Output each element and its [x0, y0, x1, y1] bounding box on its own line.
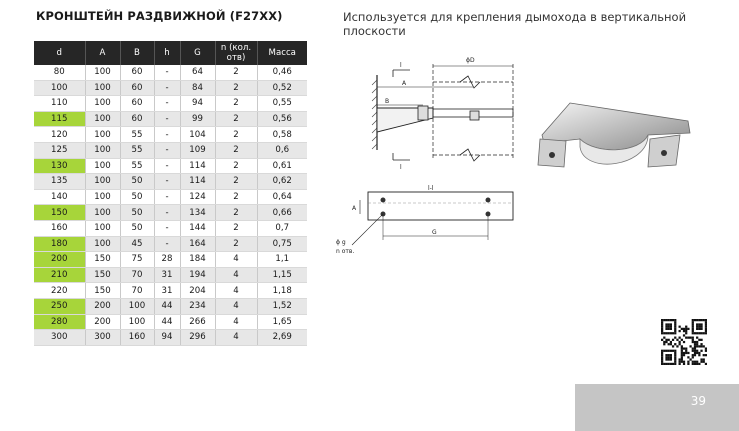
table-cell: 0,56	[257, 111, 307, 127]
table-cell: 2	[215, 158, 257, 174]
table-cell: 0,61	[257, 158, 307, 174]
table-cell: 140	[34, 189, 85, 205]
table-cell: 180	[34, 236, 85, 252]
table-cell: 2	[215, 236, 257, 252]
table-cell: 114	[180, 158, 215, 174]
table-cell: 0,58	[257, 127, 307, 143]
table-cell: 100	[120, 314, 154, 330]
table-cell: 4	[215, 330, 257, 346]
product-image	[530, 95, 700, 185]
table-cell: 1,1	[257, 252, 307, 268]
table-cell: 194	[180, 267, 215, 283]
table-cell: -	[154, 205, 180, 221]
table-cell: 204	[180, 283, 215, 299]
page-title: КРОНШТЕЙН РАЗДВИЖНОЙ (F27XX)	[36, 9, 283, 23]
table-cell: 100	[85, 220, 120, 236]
table-header-row	[34, 41, 307, 65]
table-cell: 100	[85, 127, 120, 143]
table-cell: 266	[180, 314, 215, 330]
table-cell: 250	[34, 298, 85, 314]
table-row	[34, 314, 307, 330]
table-cell: 94	[154, 330, 180, 346]
table-cell: 150	[34, 205, 85, 221]
column-header: A	[85, 41, 120, 65]
table-cell: -	[154, 236, 180, 252]
table-cell: 60	[120, 80, 154, 96]
table-cell: 2	[215, 189, 257, 205]
plate-outline	[368, 192, 513, 220]
qr-code	[661, 319, 707, 365]
table-cell: 200	[85, 298, 120, 314]
table-cell: 0,52	[257, 80, 307, 96]
table-cell: 100	[85, 158, 120, 174]
table-cell: 100	[85, 80, 120, 96]
table-cell: -	[154, 174, 180, 190]
table-cell: 135	[34, 174, 85, 190]
table-row	[34, 298, 307, 314]
table-cell: 150	[85, 267, 120, 283]
table-cell: 4	[215, 252, 257, 268]
table-cell: 2	[215, 96, 257, 112]
table-cell: 50	[120, 174, 154, 190]
table-cell: 2	[215, 142, 257, 158]
table-row	[34, 236, 307, 252]
table-cell: 50	[120, 220, 154, 236]
table-row	[34, 252, 307, 268]
table-cell: 64	[180, 65, 215, 80]
table-cell: -	[154, 65, 180, 80]
table-cell: -	[154, 158, 180, 174]
table-cell: 300	[34, 330, 85, 346]
table-cell: 124	[180, 189, 215, 205]
spec-table	[34, 41, 307, 346]
table-cell: 130	[34, 158, 85, 174]
table-cell: 55	[120, 127, 154, 143]
table-cell: -	[154, 220, 180, 236]
table-cell: 31	[154, 267, 180, 283]
table-cell: 100	[85, 96, 120, 112]
table-cell: 125	[34, 142, 85, 158]
table-cell: -	[154, 111, 180, 127]
table-cell: 2	[215, 65, 257, 80]
table-cell: 100	[85, 142, 120, 158]
table-cell: 234	[180, 298, 215, 314]
hole-3	[486, 198, 491, 203]
table-cell: 0,6	[257, 142, 307, 158]
label-b-dim: B	[385, 98, 390, 105]
table-cell: 0,64	[257, 189, 307, 205]
table-cell: 109	[180, 142, 215, 158]
table-cell: 296	[180, 330, 215, 346]
table-body	[34, 65, 307, 345]
hole-4	[486, 212, 491, 217]
table-cell: 100	[85, 65, 120, 80]
column-header: d	[34, 41, 85, 65]
table-cell: 55	[120, 142, 154, 158]
table-row	[34, 111, 307, 127]
table-cell: 2,69	[257, 330, 307, 346]
label-l-bottom: l	[400, 164, 402, 171]
table-cell: 200	[85, 314, 120, 330]
table-row	[34, 127, 307, 143]
table-cell: 100	[85, 174, 120, 190]
table-cell: 210	[34, 267, 85, 283]
table-row	[34, 142, 307, 158]
table-cell: 60	[120, 96, 154, 112]
label-phi-g: ϕ g	[336, 239, 346, 246]
table-cell: 44	[154, 314, 180, 330]
table-cell: 2	[215, 220, 257, 236]
table-cell: -	[154, 80, 180, 96]
table-cell: 2	[215, 205, 257, 221]
table-cell: -	[154, 127, 180, 143]
table-cell: 0,55	[257, 96, 307, 112]
bolt-left	[418, 106, 428, 120]
table-cell: 114	[180, 174, 215, 190]
table-cell: 50	[120, 189, 154, 205]
table-cell: 0,62	[257, 174, 307, 190]
table-cell: 80	[34, 65, 85, 80]
page-number-box	[575, 384, 739, 431]
table-row	[34, 65, 307, 80]
label-l-l: l-l	[428, 185, 434, 192]
table-cell: 55	[120, 158, 154, 174]
table-row	[34, 205, 307, 221]
table-row	[34, 80, 307, 96]
table-cell: 2	[215, 174, 257, 190]
table-cell: 4	[215, 267, 257, 283]
table-cell: 110	[34, 96, 85, 112]
table-cell: 150	[85, 252, 120, 268]
table-cell: 0,7	[257, 220, 307, 236]
table-cell: 94	[180, 96, 215, 112]
column-header: n (кол. отв)	[215, 41, 257, 65]
table-cell: 50	[120, 205, 154, 221]
table-cell: 4	[215, 314, 257, 330]
table-cell: 75	[120, 252, 154, 268]
table-cell: 100	[120, 298, 154, 314]
bolt-right	[470, 111, 479, 120]
table-cell: 0,46	[257, 65, 307, 80]
table-cell: -	[154, 142, 180, 158]
page-number: 39	[690, 394, 706, 408]
hole-1	[381, 198, 386, 203]
table-row	[34, 189, 307, 205]
table-cell: 100	[85, 189, 120, 205]
table-cell: 60	[120, 65, 154, 80]
table-cell: 115	[34, 111, 85, 127]
label-a-dim: A	[402, 80, 407, 87]
table-cell: 2	[215, 80, 257, 96]
table-cell: 100	[85, 205, 120, 221]
table-cell: 300	[85, 330, 120, 346]
table-cell: 99	[180, 111, 215, 127]
wall-hatch	[372, 80, 377, 149]
table-cell: 2	[215, 127, 257, 143]
column-header: B	[120, 41, 154, 65]
table-row	[34, 174, 307, 190]
column-header: G	[180, 41, 215, 65]
table-cell: 1,15	[257, 267, 307, 283]
label-a-side: A	[352, 205, 357, 212]
table-cell: 2	[215, 111, 257, 127]
label-g: G	[432, 229, 437, 236]
table-row	[34, 96, 307, 112]
table-cell: 160	[34, 220, 85, 236]
table-cell: 4	[215, 283, 257, 299]
table-row	[34, 220, 307, 236]
table-cell: 1,65	[257, 314, 307, 330]
table-cell: 184	[180, 252, 215, 268]
page-subtitle: Используется для крепления дымохода в вертикальной плоскости	[343, 10, 687, 38]
table-cell: 104	[180, 127, 215, 143]
table-cell: 70	[120, 283, 154, 299]
table-cell: 84	[180, 80, 215, 96]
table-cell: 1,52	[257, 298, 307, 314]
table-row	[34, 267, 307, 283]
table-cell: 100	[85, 236, 120, 252]
table-cell: 134	[180, 205, 215, 221]
table-cell: 0,66	[257, 205, 307, 221]
table-cell: 160	[120, 330, 154, 346]
table-row	[34, 158, 307, 174]
table-cell: 200	[34, 252, 85, 268]
table-row	[34, 330, 307, 346]
table-cell: 220	[34, 283, 85, 299]
technical-drawing	[330, 40, 530, 270]
label-phi-d: ϕD	[466, 57, 475, 64]
table-cell: 4	[215, 298, 257, 314]
table-cell: 28	[154, 252, 180, 268]
column-header: h	[154, 41, 180, 65]
table-cell: 100	[34, 80, 85, 96]
table-cell: 120	[34, 127, 85, 143]
table-cell: 280	[34, 314, 85, 330]
label-n-otv: n отв.	[336, 248, 355, 255]
table-cell: 144	[180, 220, 215, 236]
table-cell: -	[154, 96, 180, 112]
table-cell: 1,18	[257, 283, 307, 299]
table-cell: 31	[154, 283, 180, 299]
table-cell: 45	[120, 236, 154, 252]
table-cell: 70	[120, 267, 154, 283]
table-cell: 150	[85, 283, 120, 299]
table-cell: 60	[120, 111, 154, 127]
table-cell: 0,75	[257, 236, 307, 252]
table-cell: 44	[154, 298, 180, 314]
table-cell: -	[154, 189, 180, 205]
column-header: Масса	[257, 41, 307, 65]
table-row	[34, 283, 307, 299]
table-cell: 164	[180, 236, 215, 252]
table-cell: 100	[85, 111, 120, 127]
label-l-top: l	[400, 62, 402, 69]
